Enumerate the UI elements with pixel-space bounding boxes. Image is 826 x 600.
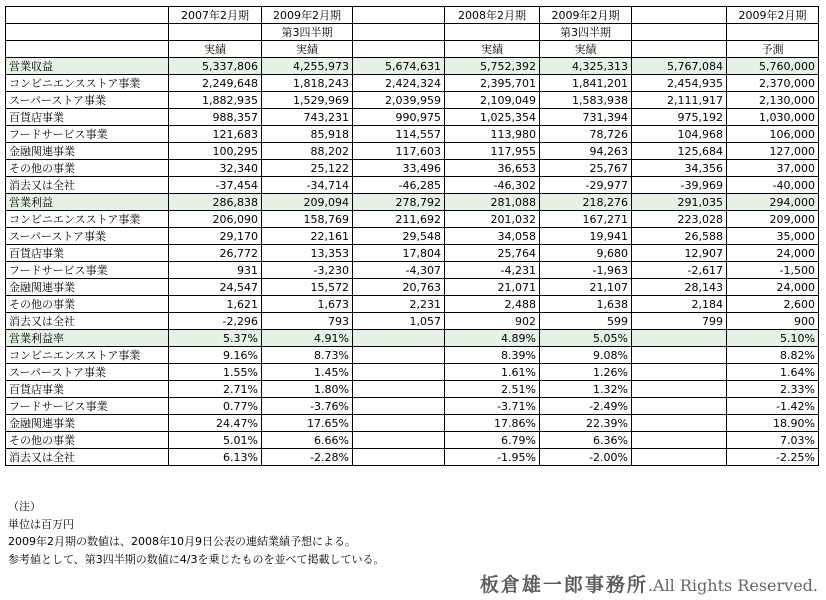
value-cell: 1,583,938	[540, 92, 632, 109]
value-cell: 1,841,201	[540, 75, 632, 92]
header-cell: 実績	[169, 41, 262, 58]
value-cell: 94,263	[540, 143, 632, 160]
value-cell	[353, 330, 445, 347]
value-cell: 12,907	[632, 245, 727, 262]
section-row	[6, 194, 819, 211]
value-cell: 731,394	[540, 109, 632, 126]
row-label: フードサービス事業	[6, 126, 169, 143]
value-cell: 15,572	[262, 279, 353, 296]
header-row	[6, 7, 819, 24]
value-cell: 29,170	[169, 228, 262, 245]
table-row	[6, 279, 819, 296]
value-cell: 17.65%	[262, 415, 353, 432]
note-line: 単位は百万円	[8, 517, 74, 531]
value-cell: 2,109,049	[445, 92, 540, 109]
value-cell: -2.49%	[540, 398, 632, 415]
value-cell: 2.71%	[169, 381, 262, 398]
header-cell: 第3四半期	[262, 24, 353, 41]
value-cell: 127,000	[727, 143, 819, 160]
value-cell: 2,130,000	[727, 92, 819, 109]
value-cell: 209,000	[727, 211, 819, 228]
value-cell: 1,529,969	[262, 92, 353, 109]
table-row	[6, 296, 819, 313]
value-cell: 5.10%	[727, 330, 819, 347]
value-cell: 6.79%	[445, 432, 540, 449]
value-cell: 25,767	[540, 160, 632, 177]
value-cell: -1,500	[727, 262, 819, 279]
row-label: フードサービス事業	[6, 398, 169, 415]
header-cell: 2008年2月期	[445, 7, 540, 24]
row-label: コンビニエンスストア事業	[6, 75, 169, 92]
value-cell: -46,285	[353, 177, 445, 194]
row-label: 金融関連事業	[6, 143, 169, 160]
value-cell: 24,000	[727, 245, 819, 262]
value-cell: 286,838	[169, 194, 262, 211]
value-cell: 78,726	[540, 126, 632, 143]
value-cell: 209,094	[262, 194, 353, 211]
value-cell: -1,963	[540, 262, 632, 279]
value-cell: 1.26%	[540, 364, 632, 381]
value-cell: -3,230	[262, 262, 353, 279]
value-cell: 5,337,806	[169, 58, 262, 75]
value-cell: 5.05%	[540, 330, 632, 347]
value-cell: 8.73%	[262, 347, 353, 364]
table-row	[6, 432, 819, 449]
value-cell: -4,231	[445, 262, 540, 279]
value-cell: 2,454,935	[632, 75, 727, 92]
value-cell: 2,231	[353, 296, 445, 313]
header-cell	[632, 7, 727, 24]
header-cell	[632, 41, 727, 58]
value-cell: 37,000	[727, 160, 819, 177]
value-cell: 4.89%	[445, 330, 540, 347]
value-cell: 24,000	[727, 279, 819, 296]
value-cell: -37,454	[169, 177, 262, 194]
value-cell: 211,692	[353, 211, 445, 228]
header-cell	[632, 24, 727, 41]
value-cell: 1.55%	[169, 364, 262, 381]
value-cell: 1.61%	[445, 364, 540, 381]
value-cell	[632, 330, 727, 347]
value-cell: 8.82%	[727, 347, 819, 364]
value-cell: 218,276	[540, 194, 632, 211]
value-cell: 1,882,935	[169, 92, 262, 109]
value-cell	[632, 432, 727, 449]
table-row	[6, 126, 819, 143]
value-cell: 988,357	[169, 109, 262, 126]
value-cell	[632, 398, 727, 415]
value-cell: 793	[262, 313, 353, 330]
value-cell: -46,302	[445, 177, 540, 194]
value-cell: 7.03%	[727, 432, 819, 449]
header-cell: 実績	[445, 41, 540, 58]
value-cell	[632, 381, 727, 398]
value-cell: 990,975	[353, 109, 445, 126]
value-cell: 22,161	[262, 228, 353, 245]
table-row	[6, 449, 819, 466]
value-cell: 5.01%	[169, 432, 262, 449]
row-label: 金融関連事業	[6, 279, 169, 296]
value-cell: 599	[540, 313, 632, 330]
value-cell: 21,107	[540, 279, 632, 296]
table-row	[6, 313, 819, 330]
value-cell: 26,588	[632, 228, 727, 245]
value-cell: 206,090	[169, 211, 262, 228]
value-cell: 1,818,243	[262, 75, 353, 92]
row-label: 百貨店事業	[6, 381, 169, 398]
value-cell: 24.47%	[169, 415, 262, 432]
header-cell	[6, 24, 169, 41]
value-cell: 121,683	[169, 126, 262, 143]
row-label: 消去又は全社	[6, 449, 169, 466]
row-label: 百貨店事業	[6, 245, 169, 262]
notes-block	[8, 498, 384, 568]
value-cell: 2.33%	[727, 381, 819, 398]
value-cell: 9.16%	[169, 347, 262, 364]
value-cell	[632, 364, 727, 381]
value-cell: -1.42%	[727, 398, 819, 415]
header-cell: 実績	[540, 41, 632, 58]
value-cell: 17,804	[353, 245, 445, 262]
row-label: その他の事業	[6, 432, 169, 449]
table-row	[6, 347, 819, 364]
value-cell: 2,600	[727, 296, 819, 313]
value-cell: 104,968	[632, 126, 727, 143]
value-cell: 294,000	[727, 194, 819, 211]
table-row	[6, 228, 819, 245]
value-cell: 0.77%	[169, 398, 262, 415]
header-cell	[169, 24, 262, 41]
value-cell	[353, 347, 445, 364]
value-cell: 2,395,701	[445, 75, 540, 92]
header-cell: 2007年2月期	[169, 7, 262, 24]
table-row	[6, 398, 819, 415]
value-cell: 931	[169, 262, 262, 279]
note-line: （注）	[8, 500, 41, 513]
value-cell: 281,088	[445, 194, 540, 211]
table-row	[6, 160, 819, 177]
value-cell: 2,184	[632, 296, 727, 313]
value-cell: 29,548	[353, 228, 445, 245]
value-cell: 33,496	[353, 160, 445, 177]
row-label: 営業利益	[6, 194, 169, 211]
value-cell: 6.66%	[262, 432, 353, 449]
value-cell: 5,674,631	[353, 58, 445, 75]
value-cell: 9,680	[540, 245, 632, 262]
value-cell: 902	[445, 313, 540, 330]
header-cell	[353, 24, 445, 41]
header-cell	[727, 24, 819, 41]
table-row	[6, 364, 819, 381]
value-cell: 13,353	[262, 245, 353, 262]
value-cell: 1.64%	[727, 364, 819, 381]
table-body	[6, 58, 819, 466]
row-label: 営業利益率	[6, 330, 169, 347]
value-cell: -4,307	[353, 262, 445, 279]
firm-name: 板倉雄一郎事務所	[479, 574, 648, 596]
row-label: 百貨店事業	[6, 109, 169, 126]
value-cell: 1.45%	[262, 364, 353, 381]
value-cell: -3.76%	[262, 398, 353, 415]
value-cell: -2.28%	[262, 449, 353, 466]
header-cell	[6, 41, 169, 58]
row-label: コンビニエンスストア事業	[6, 347, 169, 364]
value-cell: 125,684	[632, 143, 727, 160]
row-label: スーパーストア事業	[6, 92, 169, 109]
table-row	[6, 92, 819, 109]
section-row	[6, 330, 819, 347]
header-cell	[353, 41, 445, 58]
value-cell: -1.95%	[445, 449, 540, 466]
value-cell	[353, 449, 445, 466]
copyright-footer	[480, 570, 818, 597]
value-cell: 278,792	[353, 194, 445, 211]
row-label: その他の事業	[6, 160, 169, 177]
value-cell: 2,111,917	[632, 92, 727, 109]
value-cell: 9.08%	[540, 347, 632, 364]
value-cell: 25,764	[445, 245, 540, 262]
value-cell: 5,767,084	[632, 58, 727, 75]
table-row	[6, 415, 819, 432]
table-header	[6, 7, 819, 58]
value-cell: 34,356	[632, 160, 727, 177]
value-cell: 5.37%	[169, 330, 262, 347]
value-cell: 1,025,354	[445, 109, 540, 126]
value-cell: -2,296	[169, 313, 262, 330]
header-cell: 予測	[727, 41, 819, 58]
value-cell: -39,969	[632, 177, 727, 194]
value-cell: 26,772	[169, 245, 262, 262]
header-cell: 2009年2月期	[540, 7, 632, 24]
value-cell: 117,603	[353, 143, 445, 160]
value-cell: 1,673	[262, 296, 353, 313]
value-cell: 8.39%	[445, 347, 540, 364]
note-line: 2009年2月期の数値は、2008年10月9日公表の連結業績予想による。	[8, 535, 356, 548]
row-label: スーパーストア事業	[6, 228, 169, 245]
value-cell	[353, 432, 445, 449]
value-cell: -29,977	[540, 177, 632, 194]
value-cell: 2,488	[445, 296, 540, 313]
row-label: フードサービス事業	[6, 262, 169, 279]
value-cell: -3.71%	[445, 398, 540, 415]
header-cell: 第3四半期	[540, 24, 632, 41]
value-cell	[632, 449, 727, 466]
value-cell: 85,918	[262, 126, 353, 143]
table-row	[6, 177, 819, 194]
value-cell: 88,202	[262, 143, 353, 160]
value-cell: 799	[632, 313, 727, 330]
value-cell: 100,295	[169, 143, 262, 160]
value-cell: 201,032	[445, 211, 540, 228]
value-cell: 1.80%	[262, 381, 353, 398]
value-cell: 36,653	[445, 160, 540, 177]
value-cell: 17.86%	[445, 415, 540, 432]
header-cell	[6, 7, 169, 24]
table-row	[6, 143, 819, 160]
value-cell: 22.39%	[540, 415, 632, 432]
row-label: その他の事業	[6, 296, 169, 313]
value-cell: 18.90%	[727, 415, 819, 432]
value-cell	[632, 415, 727, 432]
financial-table	[5, 6, 819, 466]
value-cell: 2,249,648	[169, 75, 262, 92]
header-row	[6, 41, 819, 58]
row-label: スーパーストア事業	[6, 364, 169, 381]
value-cell: 4,325,313	[540, 58, 632, 75]
row-label: 金融関連事業	[6, 415, 169, 432]
header-cell: 実績	[262, 41, 353, 58]
value-cell: -2.25%	[727, 449, 819, 466]
rights-text: .All Rights Reserved.	[647, 576, 818, 595]
row-label: 営業収益	[6, 58, 169, 75]
value-cell: 743,231	[262, 109, 353, 126]
value-cell: 113,980	[445, 126, 540, 143]
value-cell: 2,370,000	[727, 75, 819, 92]
value-cell: 25,122	[262, 160, 353, 177]
value-cell: 975,192	[632, 109, 727, 126]
value-cell: 4.91%	[262, 330, 353, 347]
value-cell	[353, 364, 445, 381]
value-cell: -2.00%	[540, 449, 632, 466]
value-cell: 117,955	[445, 143, 540, 160]
value-cell: 4,255,973	[262, 58, 353, 75]
value-cell: 114,557	[353, 126, 445, 143]
value-cell	[353, 398, 445, 415]
value-cell: 1,030,000	[727, 109, 819, 126]
value-cell: 291,035	[632, 194, 727, 211]
value-cell: 6.36%	[540, 432, 632, 449]
value-cell: -40,000	[727, 177, 819, 194]
value-cell: 2,039,959	[353, 92, 445, 109]
table-row	[6, 109, 819, 126]
row-label: 消去又は全社	[6, 313, 169, 330]
header-cell	[353, 7, 445, 24]
value-cell: 5,752,392	[445, 58, 540, 75]
value-cell: 158,769	[262, 211, 353, 228]
row-label: コンビニエンスストア事業	[6, 211, 169, 228]
value-cell: 2,424,324	[353, 75, 445, 92]
note-line: 参考値として、第3四半期の数値に4/3を乗じたものを並べて掲載している。	[8, 552, 385, 566]
value-cell: 21,071	[445, 279, 540, 296]
value-cell	[353, 415, 445, 432]
value-cell: 106,000	[727, 126, 819, 143]
value-cell: 1,621	[169, 296, 262, 313]
table-row	[6, 211, 819, 228]
value-cell: 24,547	[169, 279, 262, 296]
value-cell: 35,000	[727, 228, 819, 245]
value-cell: 900	[727, 313, 819, 330]
header-cell: 2009年2月期	[262, 7, 353, 24]
value-cell: 1.32%	[540, 381, 632, 398]
value-cell: 1,638	[540, 296, 632, 313]
value-cell: -34,714	[262, 177, 353, 194]
header-cell	[445, 24, 540, 41]
table-row	[6, 381, 819, 398]
table-row	[6, 262, 819, 279]
value-cell	[353, 381, 445, 398]
section-row	[6, 58, 819, 75]
value-cell: -2,617	[632, 262, 727, 279]
value-cell: 2.51%	[445, 381, 540, 398]
value-cell: 5,760,000	[727, 58, 819, 75]
header-cell: 2009年2月期	[727, 7, 819, 24]
value-cell: 34,058	[445, 228, 540, 245]
table-row	[6, 75, 819, 92]
value-cell: 20,763	[353, 279, 445, 296]
header-row	[6, 24, 819, 41]
value-cell: 19,941	[540, 228, 632, 245]
table-row	[6, 245, 819, 262]
value-cell: 32,340	[169, 160, 262, 177]
value-cell	[632, 347, 727, 364]
row-label: 消去又は全社	[6, 177, 169, 194]
value-cell: 6.13%	[169, 449, 262, 466]
value-cell: 28,143	[632, 279, 727, 296]
value-cell: 223,028	[632, 211, 727, 228]
value-cell: 167,271	[540, 211, 632, 228]
value-cell: 1,057	[353, 313, 445, 330]
